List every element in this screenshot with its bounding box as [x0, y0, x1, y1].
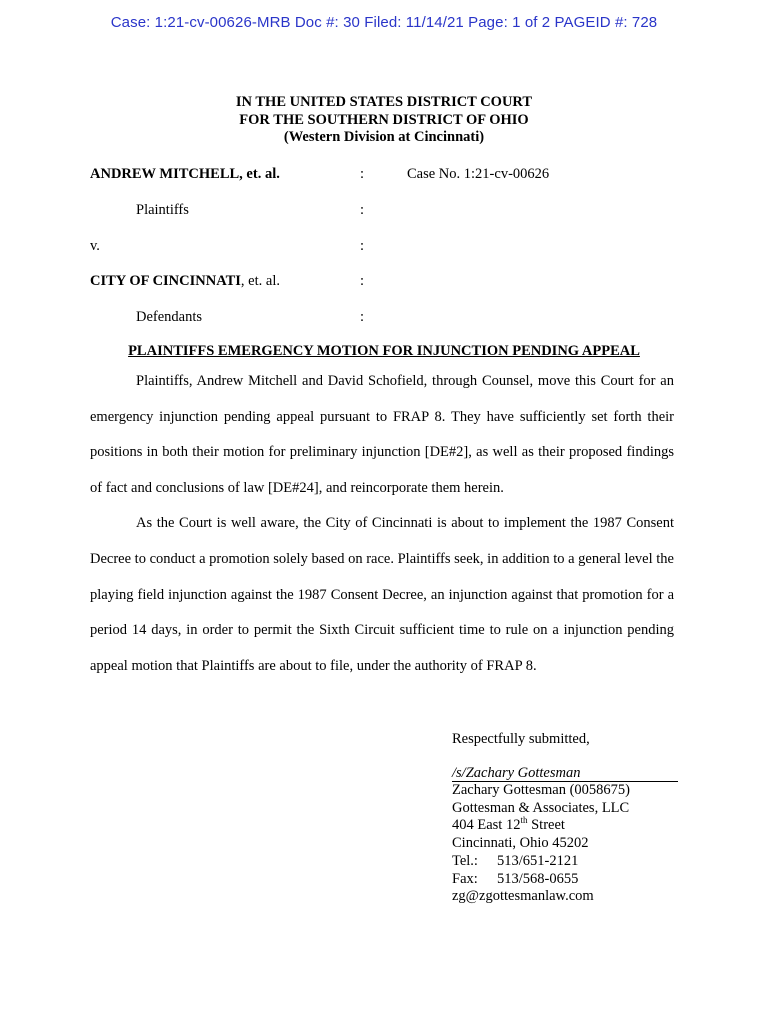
- tel-number: 513/651-2121: [497, 852, 579, 869]
- caption-colon: :: [360, 202, 365, 218]
- plaintiff-name: ANDREW MITCHELL, et. al.: [90, 166, 280, 182]
- plaintiffs-label: Plaintiffs: [136, 202, 189, 218]
- caption-colon: :: [360, 238, 365, 254]
- filing-stamp: Case: 1:21-cv-00626-MRB Doc #: 30 Filed: 11/14/21 Page: 1 of 2 PAGEID #: 728: [110, 14, 658, 31]
- defendant-line: [90, 273, 280, 290]
- street-number: 404 East 12: [452, 817, 521, 834]
- paragraph: Plaintiffs, Andrew Mitchell and David Schofield, through Counsel, move this Court for an emergency injunction pending appeal pursuant to FRAP 8. They have sufficiently set forth their positions in both their motion for preliminary injunction [DE#2], as well as their proposed findings of fact and conclusions of law [DE#24], and reincorporate them herein.: [90, 373, 674, 496]
- caption-colon: :: [360, 273, 365, 289]
- case-number: Case No. 1:21-cv-00626: [407, 166, 550, 182]
- street-name: Street: [527, 817, 565, 834]
- fax-label: Fax:: [452, 870, 478, 887]
- closing: Respectfully submitted,: [452, 731, 590, 747]
- defendant-suffix: , et. al.: [240, 273, 280, 289]
- court-line-1: IN THE UNITED STATES DISTRICT COURT: [235, 94, 533, 110]
- ordinal-suffix: th: [520, 815, 528, 826]
- telephone-line: [452, 853, 630, 871]
- fax-line: [452, 871, 630, 889]
- court-heading: [0, 94, 768, 147]
- paragraph: As the Court is well aware, the City of Cincinnati is about to implement the 1987 Consent Decree to conduct a promotion solely based on race. Plaintiffs seek, in addition to a general level the playing field injunction against the 1987 Consent Decree, an injunction against that promotion for a period 14 days, in order to permit the Sixth Circuit sufficient time to rule on a injunction pending appeal motion that Plaintiffs are about to file, under the authority of FRAP 8.: [90, 515, 674, 674]
- email-address: zg@zgottesmanlaw.com: [452, 888, 594, 905]
- defendant-name: CITY OF CINCINNATI: [90, 273, 241, 289]
- electronic-signature: /s/Zachary Gottesman: [452, 765, 678, 782]
- defendants-label: Defendants: [136, 309, 203, 325]
- caption-colon: :: [360, 166, 365, 182]
- signature-block: [452, 782, 630, 906]
- tel-label: Tel.:: [452, 852, 478, 869]
- street-address: [452, 817, 630, 835]
- court-line-2: FOR THE SOUTHERN DISTRICT OF OHIO: [239, 111, 529, 128]
- caption-colon: :: [360, 309, 365, 325]
- firm-name: Gottesman & Associates, LLC: [452, 799, 630, 816]
- motion-title: PLAINTIFFS EMERGENCY MOTION FOR INJUNCTION PENDING APPEAL: [128, 343, 640, 359]
- attorney-name: Zachary Gottesman (0058675): [452, 782, 630, 798]
- versus: v.: [90, 238, 100, 254]
- motion-body: [90, 364, 674, 684]
- city-line: Cincinnati, Ohio 45202: [452, 835, 589, 852]
- court-line-3: (Western Division at Cincinnati): [283, 129, 485, 145]
- fax-number: 513/568-0655: [497, 870, 579, 887]
